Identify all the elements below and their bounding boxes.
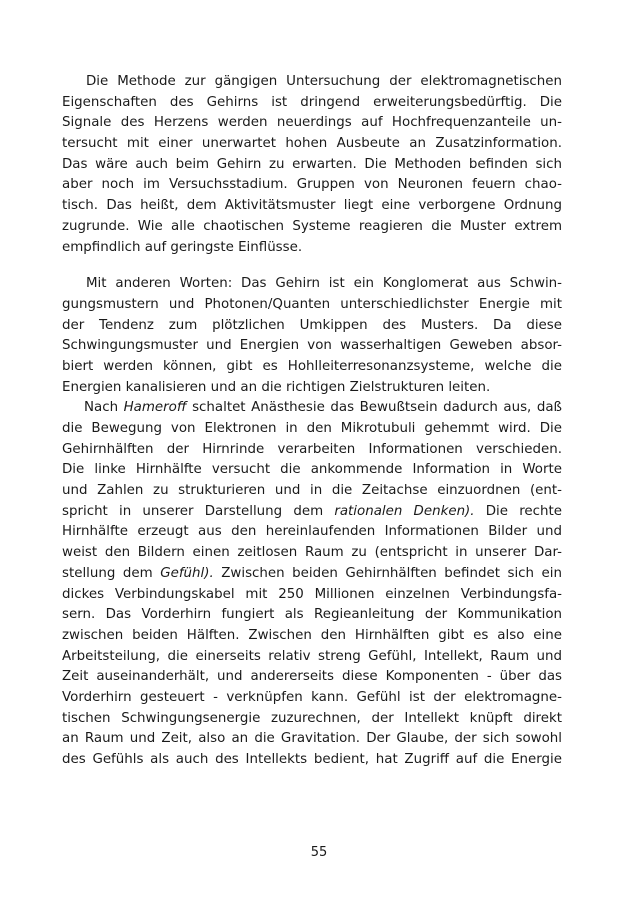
text-line xyxy=(62,419,562,440)
text-line xyxy=(62,460,562,481)
text-run: zugrunde. Wie alle chaotischen Systeme reagieren die Muster extrem xyxy=(62,218,562,234)
text-run: Arbeitsteilung, die einerseits relativ streng Gefühl, Intellekt, Raum und xyxy=(62,648,562,664)
text-line xyxy=(62,750,562,771)
italic-text: Hameroff xyxy=(123,400,187,416)
text-line xyxy=(62,238,562,259)
text-run: biert werden können, gibt es Hohlleiterresonanzsysteme, welche die xyxy=(62,358,562,374)
text-line xyxy=(62,113,562,134)
text-run: empfindlich auf geringste Einflüsse. xyxy=(62,239,303,255)
text-line xyxy=(62,440,562,461)
text-run: Die Methode zur gängigen Untersuchung der elektromagnetischen xyxy=(86,74,562,89)
text-line xyxy=(62,217,562,238)
text-line xyxy=(62,543,562,564)
text-line xyxy=(62,605,562,626)
text-run: tischen Schwingungsenergie zuzurechnen, der Intellekt knüpft direkt xyxy=(62,710,562,726)
text-run: Mit anderen Worten: Das Gehirn ist ein Konglomerat aus Schwin- xyxy=(86,276,562,292)
text-line xyxy=(62,295,562,316)
text-line xyxy=(62,398,562,419)
text-run: der Tendenz zum plötzlichen Umkippen des Musters. Da diese xyxy=(62,317,562,333)
text-run: Vorderhirn gesteuert - verknüpfen kann. Gefühl ist der elektromagne- xyxy=(62,689,562,705)
text-line xyxy=(62,626,562,647)
text-run: Energien kanalisieren und an die richtigen Zielstrukturen leiten. xyxy=(62,379,491,395)
text-run: des Gefühls als auch des Intellekts bedient, hat Zugriff auf die Energie xyxy=(62,752,562,767)
text-run: Die linke Hirnhälfte versucht die ankommende Information in Worte xyxy=(62,462,562,478)
text-line xyxy=(62,709,562,730)
text-run: Eigenschaften des Gehirns ist dringend erweiterungsbedürftig. Die xyxy=(62,94,562,110)
text-line xyxy=(62,481,562,502)
text-run: Hirnhälfte erzeugt aus den hereinlaufenden Informationen Bilder und xyxy=(62,524,562,540)
text-run: tisch. Das heißt, dem Aktivitätsmuster liegt eine verborgene Ordnung xyxy=(62,198,562,214)
text-line xyxy=(62,155,562,176)
text-run: Nach xyxy=(84,400,124,416)
text-line xyxy=(62,688,562,709)
text-run: an Raum und Zeit, also an die Gravitation. Der Glaube, der sich sowohl xyxy=(62,731,562,747)
italic-text: Gefühl). xyxy=(160,565,214,581)
text-run: schaltet Anästhesie das Bewußtsein dadurch aus, daß xyxy=(186,400,562,416)
text-line xyxy=(62,647,562,668)
paragraph-gap xyxy=(62,258,562,274)
paragraph xyxy=(62,398,562,770)
text-run: Schwingungsmuster und Energien von wasserhaltigen Geweben absor- xyxy=(62,338,562,354)
text-line xyxy=(62,502,562,523)
text-line xyxy=(62,336,562,357)
text-run: Zeit auseinanderhält, und andererseits diese Komponenten - über das xyxy=(62,669,562,685)
text-line xyxy=(62,357,562,378)
text-run: Gehirnhälften der Hirnrinde verarbeiten Informationen verschieden. xyxy=(62,441,562,457)
text-line xyxy=(62,522,562,543)
text-run: gungsmustern und Photonen/Quanten unterschiedlichster Energie mit xyxy=(62,296,562,312)
text-line xyxy=(62,585,562,606)
text-line xyxy=(62,729,562,750)
text-line xyxy=(62,316,562,337)
text-run: und Zahlen zu strukturieren und in die Zeitachse einzuordnen (ent- xyxy=(62,483,562,499)
text-run: sern. Das Vorderhirn fungiert als Regieanleitung der Kommunikation xyxy=(62,607,562,623)
text-line xyxy=(62,196,562,217)
text-run: tersucht mit einer unerwartet hohen Ausbeute an Zusatzinformation. xyxy=(62,136,562,152)
text-run: Zwischen beiden Gehirnhälften befindet sich ein xyxy=(213,565,562,581)
italic-text: rationalen Denken). xyxy=(334,503,475,519)
text-line xyxy=(62,72,562,93)
text-line xyxy=(62,175,562,196)
page-body xyxy=(62,72,562,771)
text-run: Signale des Herzens werden neuerdings auf Hochfrequenzanteile un- xyxy=(62,115,562,131)
text-run: zwischen beiden Hälften. Zwischen den Hirnhälften gibt es also eine xyxy=(62,627,562,643)
text-run: stellung dem xyxy=(62,565,161,581)
text-run: weist den Bildern einen zeitlosen Raum zu (entspricht in unserer Dar- xyxy=(62,545,562,561)
text-line xyxy=(62,274,562,295)
text-run: spricht in unserer Darstellung dem xyxy=(62,503,335,519)
text-run: die Bewegung von Elektronen in den Mikrotubuli gehemmt wird. Die xyxy=(62,421,562,436)
text-line xyxy=(62,378,562,399)
paragraph xyxy=(62,274,562,398)
text-run: Die rechte xyxy=(474,503,562,519)
text-line xyxy=(62,134,562,155)
text-line xyxy=(62,93,562,114)
page-number: 55 xyxy=(310,845,328,860)
text-line xyxy=(62,667,562,688)
paragraph xyxy=(62,72,562,258)
text-run: dickes Verbindungskabel mit 250 Millionen einzelnen Verbindungsfa- xyxy=(62,586,562,602)
text-line xyxy=(62,564,562,585)
text-run: Das wäre auch beim Gehirn zu erwarten. Die Methoden befinden sich xyxy=(62,156,562,172)
text-run: aber noch im Versuchsstadium. Gruppen von Neuronen feuern chao- xyxy=(62,177,562,193)
